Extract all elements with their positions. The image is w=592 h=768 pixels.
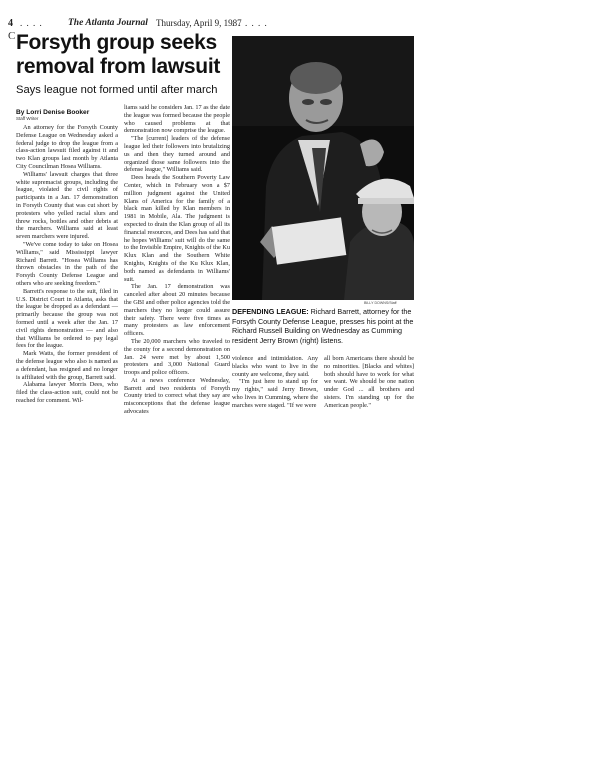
clipping-corner-mark: C [8,30,16,42]
paragraph: The Jan. 17 demonstration was canceled after about 20 minutes because the GBI and other police agencies told the marchers they no longer could assure their safety. There were five times as many protesters as law enforcement officers. [124,283,230,338]
masthead-dots: . . . . . . [232,18,268,28]
news-photo [232,36,414,300]
paragraph: An attorney for the Forsyth County Defense League on Wednesday asked a federal judge to drop the league from a class-action lawsuit filed against it and two Klan groups last month by Atlanta City Councilman Hosea Williams. [16,124,118,170]
subheadline: Says league not formed until after march [16,84,218,96]
paragraph: At a news conference Wednesday, Barrett and two residents of Forsyth County tried to correct what they say are misconceptions that the defense league advocates [124,376,230,416]
photo-illustration [232,36,414,300]
article-column-1 [16,124,118,405]
masthead [8,18,448,30]
page-number: 4 [8,18,13,29]
caption-lead: DEFENDING LEAGUE: [232,307,309,316]
caption-text: Richard Barrett, attorney for the Forsyth County Defense League, presses his point at the Richard Russell Building on Wednesday as Cumming resident Jerry Brown (right) listens. [232,307,414,346]
paragraph: "The [current] leaders of the defense league led their followers into brutalizing us and then they turned around and organized those same followers into the defense league," Williams said. [124,135,230,174]
photo-caption [232,307,414,346]
paragraph: "I'm just here to stand up for my rights," said Jerry Brown, who lives in Cumming, where the marches were staged. "If we were [232,378,318,409]
article-column-2 [124,104,230,416]
paragraph: The 20,000 marchers who traveled to the county for a second demonstration on Jan. 24 were met by about 1,500 protesters and 3,000 National Guard troops and police officers. [124,337,230,377]
article-column-4 [324,355,414,410]
issue-date: Thursday, April 9, 1987 [156,18,242,28]
paragraph: Barrett's response to the suit, filed in U.S. District Court in Atlanta, asks that the league be dropped as a defendant — primarily because the group was not formed until a week after the Jan. 17 civil rights demonstration — and also that Williams be ordered to pay legal fees for the league. [16,287,118,350]
paragraph: all born Americans there should be no minorities. [Blacks and whites] both should have to work for what we want. We should be one nation under God ... all brothers and sisters. I'm standing up for the American people." [324,355,414,409]
photo-credit: BILLY DOWNS/Staff [364,301,397,305]
paragraph: Mark Watts, the former president of the defense league who also is named as a defendant, has resigned and no longer is affiliated with the group, Barrett said. [16,350,118,381]
newspaper-name: The Atlanta Journal [68,18,148,28]
paragraph: "We've come today to take on Hosea Williams," said Mississippi lawyer Richard Barrett. "Hosea Williams has thrown obstacles in the path of the Forsyth County Defense League and others who are seeking freedom." [16,240,118,287]
paragraph: Williams' lawsuit charges that three white supremacist groups, including the league, violated the civil rights of participants in a Jan. 17 demonstration in Forsyth County that was cut short by protesters who yelled racial slurs and threw rocks, bottles and other debris at the marchers. Williams said at least seven marchers were injured. [16,170,118,241]
byline: By Lorri Denise Booker [16,109,90,116]
article-column-3 [232,355,318,410]
paragraph: liams said he considers Jan. 17 as the date the league was formed because the people who caused problems at that demonstration now comprise the league. [124,104,230,135]
headline: Forsyth group seeks removal from lawsuit [16,31,221,78]
paragraph: violence and intimidation. Any blacks who want to live in the county are welcome, they said. [232,355,318,378]
staff-line: Staff Writer [16,116,39,121]
masthead-marks: . . . . [20,18,43,28]
paragraph: Dees heads the Southern Poverty Law Center, which in February won a $7 million judgment against the United Klans of America for the family of a black man killed by Klan members in 1981 in Mobile, Ala. The judgment is expected to drain the Klan group of all its financial resources, and Dees has said that he hopes Williams' suit will do the same to the Invisible Empire, Knights of the Ku Klux Klan and the Southern White Knights, Knights of the Ku Klux Klan, both named as defendants in Williams' suit. [124,174,230,283]
paragraph: Alabama lawyer Morris Dees, who filed the class-action suit, could not be reached for comment. Wil- [16,381,118,404]
